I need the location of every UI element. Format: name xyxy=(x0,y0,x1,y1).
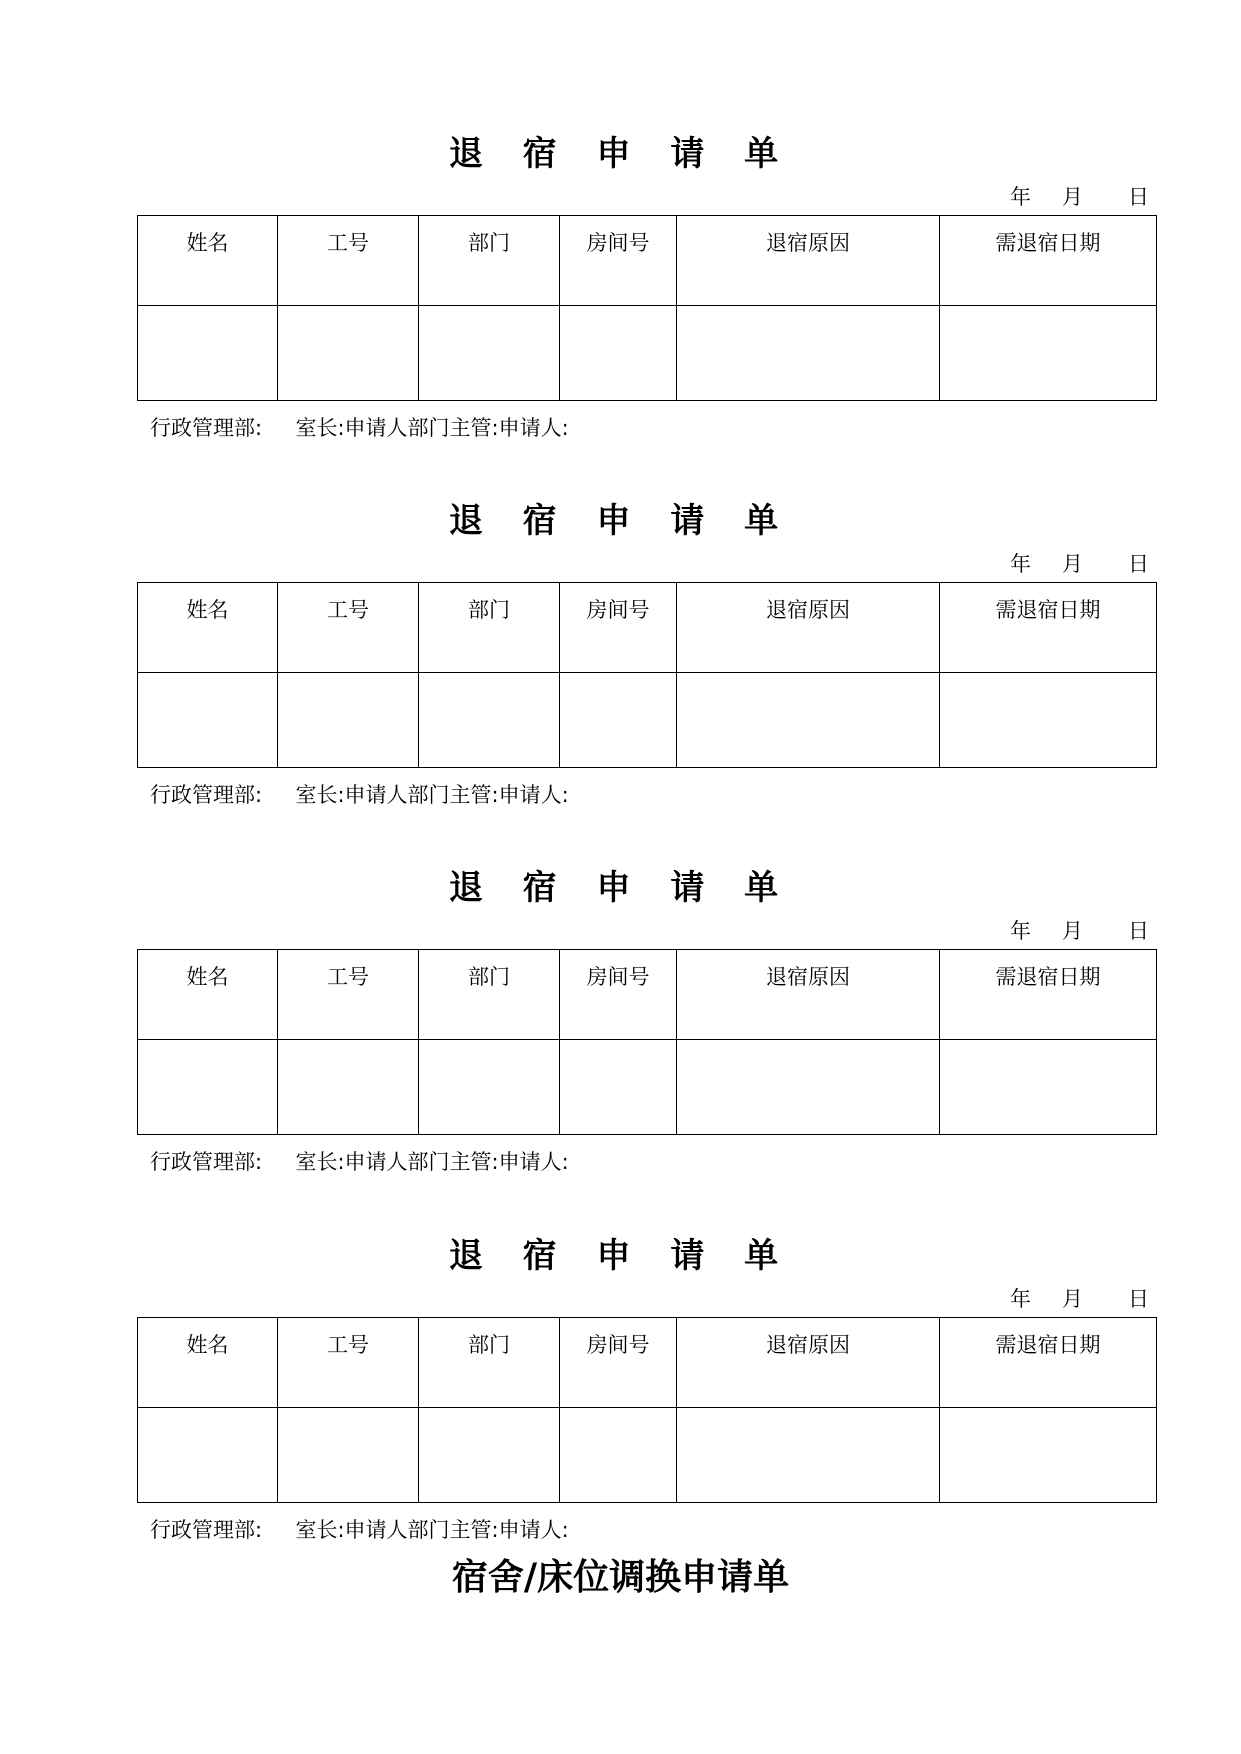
table-header-row xyxy=(138,583,1157,673)
department-cell[interactable] xyxy=(419,673,560,768)
column-header-employee-id: 工号 xyxy=(278,216,419,306)
employee-id-cell[interactable] xyxy=(278,1408,419,1503)
date-month-label: 月 xyxy=(1062,552,1083,576)
table-row xyxy=(138,306,1157,401)
table-header-row xyxy=(138,1318,1157,1408)
checkout-date-cell[interactable] xyxy=(940,1408,1157,1503)
employee-id-cell[interactable] xyxy=(278,1040,419,1135)
room-number-cell[interactable] xyxy=(560,1040,677,1135)
department-cell[interactable] xyxy=(419,306,560,401)
checkout-date-cell[interactable] xyxy=(940,306,1157,401)
column-header-checkout-date: 需退宿日期 xyxy=(940,950,1157,1040)
column-header-checkout-date: 需退宿日期 xyxy=(940,216,1157,306)
date-month-label: 月 xyxy=(1062,919,1083,943)
date-row xyxy=(0,551,1241,577)
column-header-checkout-date: 需退宿日期 xyxy=(940,583,1157,673)
employee-id-cell[interactable] xyxy=(278,673,419,768)
application-table xyxy=(137,1317,1157,1503)
table-header-row xyxy=(138,216,1157,306)
column-header-name: 姓名 xyxy=(138,216,278,306)
dorm-bed-swap-title: 宿舍/床位调换申请单 xyxy=(451,1556,790,1598)
dorm-checkout-form-2 xyxy=(0,499,1241,829)
form-title: 退 宿 申 请 单 xyxy=(448,501,793,541)
name-cell[interactable] xyxy=(138,1040,278,1135)
application-table xyxy=(137,949,1157,1135)
name-cell[interactable] xyxy=(138,1408,278,1503)
checkout-date-cell[interactable] xyxy=(940,673,1157,768)
date-month-label: 月 xyxy=(1062,185,1083,209)
column-header-department: 部门 xyxy=(419,950,560,1040)
signature-line: 行政管理部: 室长:申请人部门主管:申请人: xyxy=(150,1518,569,1542)
signature-line: 行政管理部: 室长:申请人部门主管:申请人: xyxy=(150,783,569,807)
column-header-name: 姓名 xyxy=(138,1318,278,1408)
room-number-cell[interactable] xyxy=(560,673,677,768)
form-title: 退 宿 申 请 单 xyxy=(448,868,793,908)
employee-id-cell[interactable] xyxy=(278,306,419,401)
table-row xyxy=(138,673,1157,768)
application-table xyxy=(137,582,1157,768)
column-header-room-number: 房间号 xyxy=(560,583,677,673)
column-header-reason: 退宿原因 xyxy=(677,216,940,306)
date-row xyxy=(0,1286,1241,1312)
column-header-name: 姓名 xyxy=(138,583,278,673)
column-header-room-number: 房间号 xyxy=(560,1318,677,1408)
form-title: 退 宿 申 请 单 xyxy=(448,1236,793,1276)
department-cell[interactable] xyxy=(419,1040,560,1135)
column-header-reason: 退宿原因 xyxy=(677,1318,940,1408)
column-header-department: 部门 xyxy=(419,216,560,306)
column-header-department: 部门 xyxy=(419,1318,560,1408)
date-row xyxy=(0,918,1241,944)
table-row xyxy=(138,1040,1157,1135)
date-day-label: 日 xyxy=(1128,185,1149,209)
date-year-label: 年 xyxy=(1010,185,1031,209)
application-table xyxy=(137,215,1157,401)
date-day-label: 日 xyxy=(1128,1287,1149,1311)
signature-line: 行政管理部: 室长:申请人部门主管:申请人: xyxy=(150,1150,569,1174)
reason-cell[interactable] xyxy=(677,673,940,768)
dorm-checkout-form-1 xyxy=(0,132,1241,462)
column-header-checkout-date: 需退宿日期 xyxy=(940,1318,1157,1408)
date-day-label: 日 xyxy=(1128,552,1149,576)
date-year-label: 年 xyxy=(1010,919,1031,943)
reason-cell[interactable] xyxy=(677,306,940,401)
column-header-reason: 退宿原因 xyxy=(677,950,940,1040)
date-month-label: 月 xyxy=(1062,1287,1083,1311)
table-header-row xyxy=(138,950,1157,1040)
column-header-reason: 退宿原因 xyxy=(677,583,940,673)
reason-cell[interactable] xyxy=(677,1408,940,1503)
table-row xyxy=(138,1408,1157,1503)
column-header-room-number: 房间号 xyxy=(560,950,677,1040)
dorm-checkout-form-3 xyxy=(0,866,1241,1196)
column-header-department: 部门 xyxy=(419,583,560,673)
checkout-date-cell[interactable] xyxy=(940,1040,1157,1135)
name-cell[interactable] xyxy=(138,673,278,768)
room-number-cell[interactable] xyxy=(560,306,677,401)
date-year-label: 年 xyxy=(1010,1287,1031,1311)
column-header-employee-id: 工号 xyxy=(278,583,419,673)
department-cell[interactable] xyxy=(419,1408,560,1503)
form-title: 退 宿 申 请 单 xyxy=(448,134,793,174)
date-row xyxy=(0,184,1241,210)
room-number-cell[interactable] xyxy=(560,1408,677,1503)
dorm-checkout-form-4 xyxy=(0,1234,1241,1564)
column-header-room-number: 房间号 xyxy=(560,216,677,306)
date-year-label: 年 xyxy=(1010,552,1031,576)
column-header-name: 姓名 xyxy=(138,950,278,1040)
reason-cell[interactable] xyxy=(677,1040,940,1135)
signature-line: 行政管理部: 室长:申请人部门主管:申请人: xyxy=(150,416,569,440)
date-day-label: 日 xyxy=(1128,919,1149,943)
column-header-employee-id: 工号 xyxy=(278,950,419,1040)
name-cell[interactable] xyxy=(138,306,278,401)
column-header-employee-id: 工号 xyxy=(278,1318,419,1408)
